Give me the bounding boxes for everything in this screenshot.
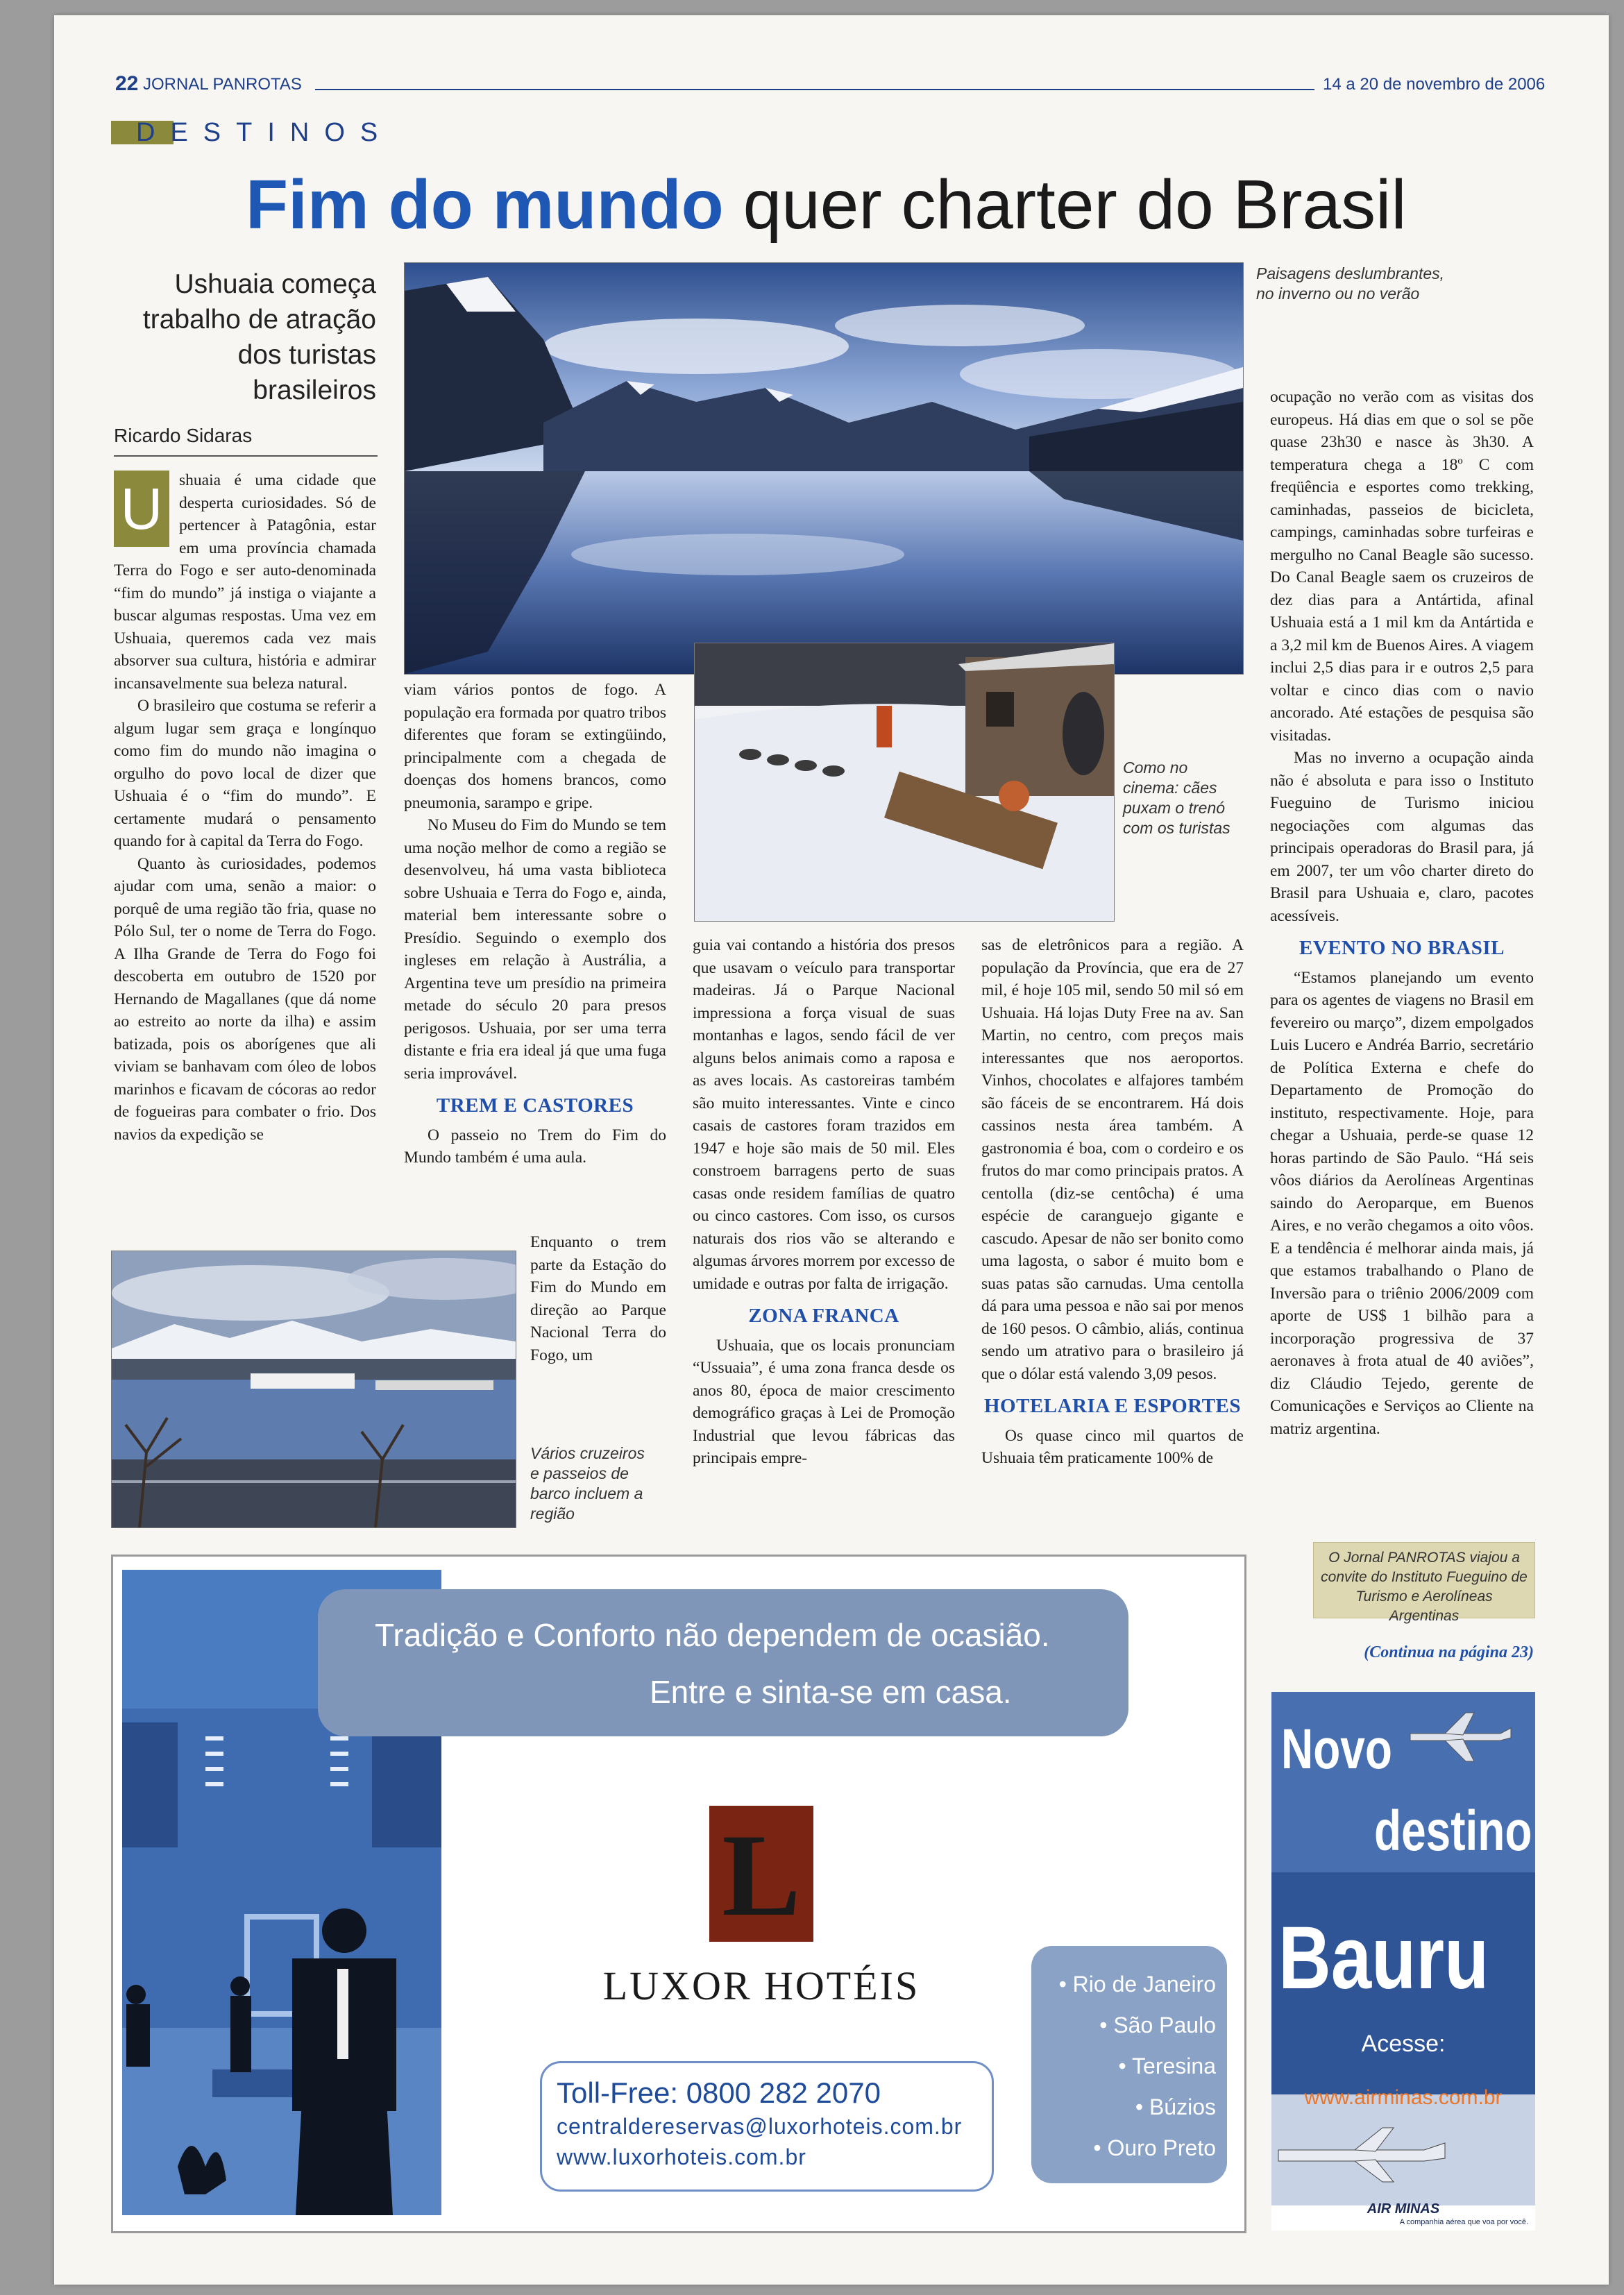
paragraph: viam vários pontos de fogo. A população era formada por quatro tribos diferentes que foram se extingüindo, principalmente com a chegada de doenças dos homens brancos, como pneumonia, sarampo e gripe. bbox=[404, 681, 666, 812]
city-item: • Rio de Janeiro bbox=[1058, 1972, 1216, 1997]
continued-link[interactable]: (Continua na página 23) bbox=[1364, 1643, 1534, 1661]
article-column-2-wrap bbox=[530, 1231, 666, 1366]
paragraph: Enquanto o trem parte da Estação do Fim do Mundo em direção ao Parque Nacional Terra do Fogo, um bbox=[530, 1233, 666, 1364]
paragraph: O brasileiro que costuma se referir a algum lugar sem graça e longínquo como fim do mundo não imagina o orgulho do povo local de dizer que Ushuaia é o “fim do mundo”. E certamente mudará o pensamento quando for à capital da Terra do Fogo. bbox=[114, 697, 376, 850]
header-rule bbox=[315, 89, 1314, 90]
slogan-line-2: Entre e sinta-se em casa. bbox=[650, 1674, 1012, 1710]
airminas-url[interactable]: www.airminas.com.br bbox=[1304, 2086, 1503, 2109]
paragraph: No Museu do Fim do Mundo se tem uma noção melhor de como a região se desenvolveu, há uma vasta biblioteca sobre Ushuaia e Terra do Fogo e, ainda, material bem interessante sobre o Presídio. Seguindo o exemplo dos ingleses em relação à Austrália, a Argentina teve um presídio na primeira metade do século 20 para presos perigosos. Ushuaia, por ser uma terra distante e fria era ideal já que uma fuga seria improvável. bbox=[404, 816, 666, 1083]
drop-cap: U bbox=[114, 471, 169, 547]
port-photo-image bbox=[112, 1251, 516, 1527]
city-item: • Ouro Preto bbox=[1093, 2135, 1216, 2160]
paragraph: Ushuaia, que os locais pronunciam “Ussuaia”, é uma zona franca desde os anos 80, época de maior crescimento demográfico graças à Lei de Promoção Industrial que levou fábricas das principais empre- bbox=[693, 1336, 955, 1467]
port-photo bbox=[111, 1251, 516, 1528]
airminas-line-3: Bauru bbox=[1278, 1908, 1489, 2008]
lake-photo bbox=[404, 262, 1244, 675]
headline bbox=[246, 167, 1407, 243]
logo-letter: L bbox=[722, 1810, 801, 1940]
lake-photo-image bbox=[405, 263, 1243, 674]
caption-sled: Como no cinema: cães puxam o trenó com os turistas bbox=[1123, 759, 1230, 837]
byline-rule bbox=[114, 455, 378, 457]
luxor-website[interactable]: www.luxorhoteis.com.br bbox=[557, 2144, 806, 2169]
byline: Ricardo Sidaras bbox=[114, 425, 253, 446]
paragraph: O passeio no Trem do Fim do Mundo também é uma aula. bbox=[404, 1126, 666, 1167]
article-column-3 bbox=[693, 934, 955, 1470]
subheading-hotelaria: HOTELARIA E ESPORTES bbox=[984, 1395, 1241, 1417]
luxor-brand: LUXOR HOTÉIS bbox=[602, 1963, 920, 2008]
headline-strong: Fim do mundo bbox=[246, 166, 724, 244]
city-item: • Búzios bbox=[1135, 2094, 1216, 2119]
tollfree-number[interactable]: Toll-Free: 0800 282 2070 bbox=[557, 2076, 881, 2109]
sled-photo bbox=[694, 643, 1115, 922]
sled-photo-image bbox=[695, 643, 1114, 921]
article-column-5 bbox=[1270, 386, 1534, 1440]
paragraph: Os quase cinco mil quartos de Ushuaia têm praticamente 100% de bbox=[981, 1426, 1244, 1467]
airminas-line-1: Novo bbox=[1281, 1718, 1392, 1781]
subheading-trem: TREM E CASTORES bbox=[436, 1094, 634, 1117]
headline-rest: quer charter do Brasil bbox=[743, 166, 1407, 244]
deck: Ushuaia começa trabalho de atração dos turistas brasileiros bbox=[142, 269, 376, 405]
subheading-evento: EVENTO NO BRASIL bbox=[1299, 937, 1505, 959]
city-item: • Teresina bbox=[1118, 2053, 1216, 2078]
paragraph: “Estamos planejando um evento para os agentes de viagens no Brasil em fevereiro ou março”, dizem empolgados Luis Lucero e Andréa Barrio, secretário de Política Externa e chefe do Departamento de Promoção do instituto, respectivamente. Hoje, para chegar a Ushuaia, perde-se quase 12 horas partindo de São Paulo. “Há seis vôos diários da Aerolíneas Argentinas saindo do Aeroparque, em Buenos Aires, e no verão chegamos a oito vôos. E a tendência é melhorar ainda mais, já que estamos trabalhando o Plano de Inversão para o triênio 2006/2009 com aporte de US$ 1 bilhão para a incorporação progressiva de 37 aeronaves à frota atual de 40 aviões”, diz Cláudio Tejedo, gerente de Comunicações e Serviços ao Cliente na matriz argentina. bbox=[1270, 968, 1534, 1438]
section-title: DESTINOS bbox=[136, 118, 394, 147]
subheading-zona: ZONA FRANCA bbox=[748, 1305, 899, 1327]
luxor-logo bbox=[709, 1806, 813, 1942]
airminas-access-label: Acesse: bbox=[1361, 2031, 1446, 2057]
caption-lake: Paisagens deslumbrantes, no inverno ou no verão bbox=[1256, 264, 1445, 303]
airminas-brand: AIR MINAS bbox=[1367, 2201, 1440, 2217]
reservations-email[interactable]: centraldereservas@luxorhoteis.com.br bbox=[557, 2114, 963, 2139]
article-column-1 bbox=[114, 469, 376, 1146]
airminas-tagline: A companhia aérea que voa por você. bbox=[1399, 2218, 1528, 2226]
paragraph: Mas no inverno a ocupação ainda não é absoluta e para isso o Instituto Fueguino de Turismo iniciou negociações com algumas das principais operadoras do Brasil para, já em 2007, ter um vôo charter direto do Brasil para Ushuaia e, claro, pacotes acessíveis. bbox=[1270, 749, 1534, 925]
slogan-line-1: Tradição e Conforto não dependem de ocasião. bbox=[375, 1617, 1050, 1653]
paragraph: shuaia é uma cidade que desperta curiosidades. Só de pertencer à Patagônia, estar em uma província chamada Terra do Fogo e ser auto-denominada “fim do mundo” já instiga o viajante a buscar algumas respostas. Uma vez em Ushuaia, queremos cada vez mais absorver sua cultura, história e admirar incansavelmente sua beleza natural. bbox=[114, 471, 376, 693]
issue-date: 14 a 20 de novembro de 2006 bbox=[1323, 75, 1546, 94]
paragraph: ocupação no verão com as visitas dos europeus. Há dias em que o sol se põe quase 23h30 e nasce às 3h30. A temperatura chega a 18º C com freqüência e esportes como trekking, caminhadas, passeios de bicicleta, campings, caminhadas sobre turfeiras e mergulho no Canal Beagle são sucesso. Do Canal Beagle saem os cruzeiros de dez dias para a Antártida, afinal Ushuaia está a 1 mil km da Antártida e a 3,2 mil km de Buenos Aires. A viagem inclui 2,5 dias para ir e outros 2,5 para voltar e cinco dias com o navio ancorado. Até estações de pesquisa são visitadas. bbox=[1270, 388, 1534, 745]
paragraph: sas de eletrônicos para a região. A população da Província, que era de 27 mil, é hoje 105 mil, sendo 50 mil só em Ushuaia. Há lojas Duty Free na av. San Martin, no centro, com preços mais interessantes que nos aeroportos. Vinhos, chocolates e alfajores também são fáceis de se encontrarem. Há dois cassinos nesta área também. A gastronomia é boa, com o cordeiro e os frutos do mar como principais pratos. A centolla (diz-se centôcha) é uma espécie de caranguejo gigante e cascudo. Apesar de não ser bonito como uma lagosta, o sabor é muito bom e suas patas são carnudas. Uma centolla dá para uma pessoa e não sai por menos de 160 pesos. O câmbio, aliás, continua sendo um atrativo para o brasileiro já que o dólar está valendo 3,09 pesos. bbox=[981, 936, 1244, 1383]
article-column-2 bbox=[404, 679, 666, 1169]
paragraph: guia vai contando a história dos presos que usavam o veículo para transportar madeiras. Já o Parque Nacional impressiona a força visual de suas montanhas e lagos, sendo fácil de ver alguns belos animais como a raposa e as aves locais. As castoreiras também são muito interessantes. Vinte e cinco casais de castores foram trazidos em 1947 e hoje são mais de 50 mil. Eles constroem barragens perto de suas casas onde residem famílias de quatro ou cinco castores. Com isso, os cursos naturais dos rios vão se alterando e algumas árvores morrem por excesso de umidade e outras por falta de irrigação. bbox=[693, 936, 955, 1293]
travel-note: O Jornal PANROTAS viajou a convite do Instituto Fueguino de Turismo e Aerolíneas Argentinas bbox=[1313, 1542, 1535, 1618]
caption-port: Vários cruzeiros e passeios de barco incluem a região bbox=[530, 1444, 645, 1523]
city-item: • São Paulo bbox=[1099, 2013, 1216, 2038]
paragraph: Quanto às curiosidades, podemos ajudar com uma, senão a maior: o porquê de uma região tão fria, quase no Pólo Sul, ter o nome de Terra do Fogo. A Ilha Grande de Terra do Fogo foi descoberta em outubro de 1520 por Hernando de Magallanes (que dá nome ao estreito ao norte da ilha) e assim batizada, pois os aborígenes que ali viviam se banhavam com óleo de lobos marinhos e ficavam de cócoras ao redor de fogueiras para combater o frio. Dos navios da expedição se bbox=[114, 854, 376, 1144]
cities-list bbox=[1034, 1964, 1216, 2169]
article-column-4 bbox=[981, 934, 1244, 1470]
publication-name: JORNAL PANROTAS bbox=[143, 75, 302, 94]
page-number: 22 bbox=[115, 72, 139, 95]
airminas-line-2: destino bbox=[1374, 1799, 1532, 1863]
